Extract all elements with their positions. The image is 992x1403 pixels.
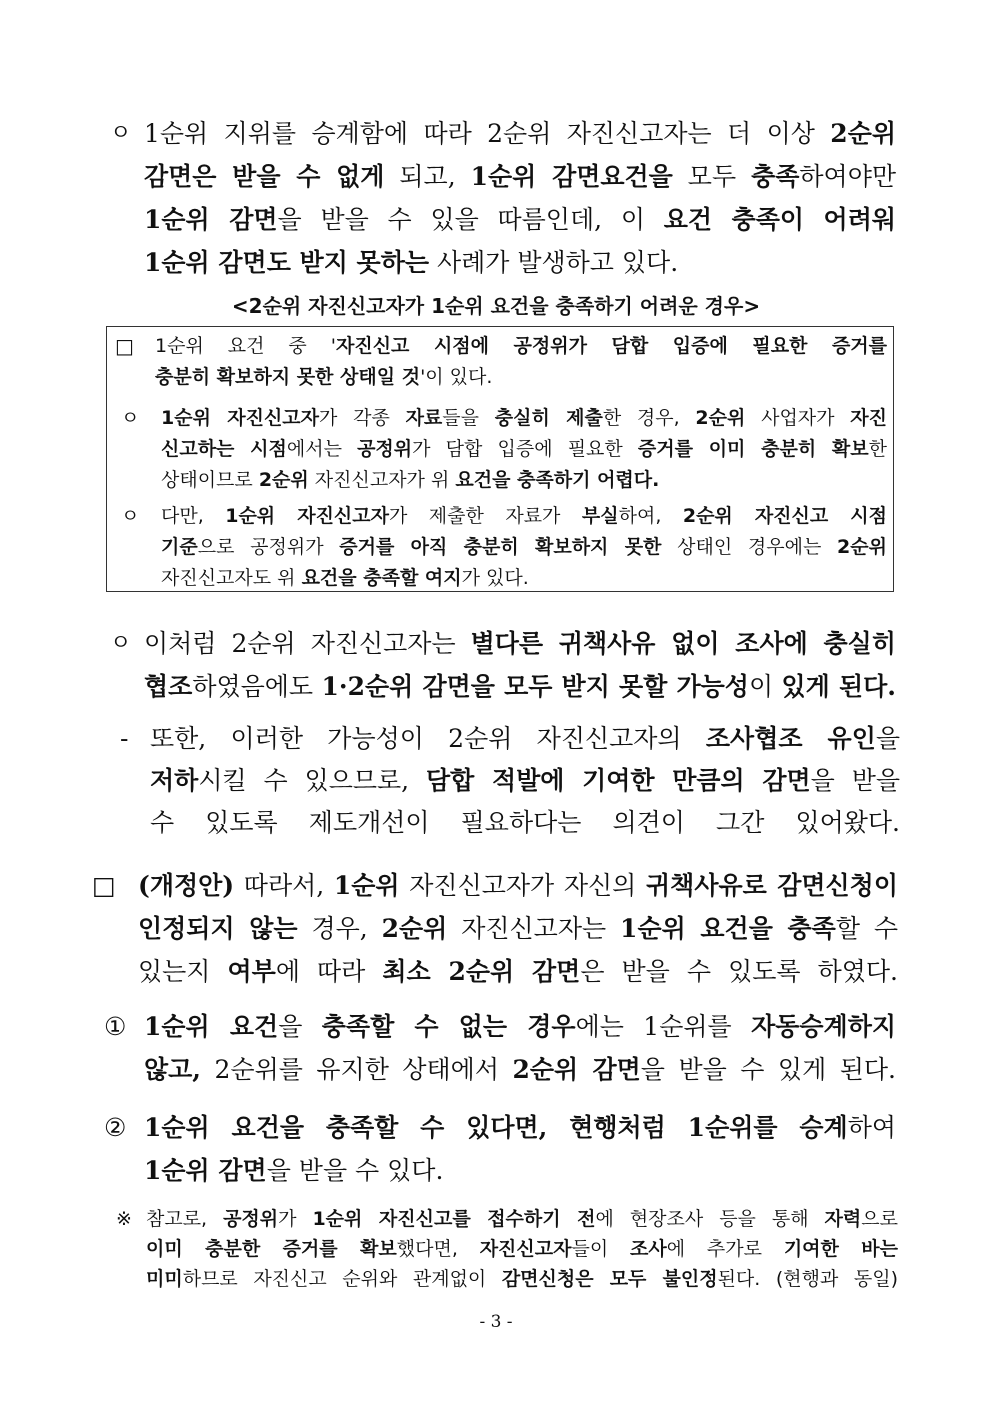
text-run: 또한, 이러한 가능성이 2순위 자진신고자의 (150, 724, 706, 753)
text-run: 을 받을 수 있게 된다. (640, 1055, 897, 1084)
text-line (144, 1149, 896, 1192)
text-run: 모두 (672, 162, 752, 191)
bold-text: 자진 (850, 407, 887, 429)
bold-text: 감면신청은 모두 불인정 (501, 1268, 718, 1290)
paragraph-body (138, 864, 898, 993)
text-run: 한 경우, (602, 407, 696, 429)
bold-text: 있게 된다. (781, 672, 896, 701)
text-run: 한 (868, 438, 887, 460)
text-line (161, 403, 887, 434)
bold-text: 충족 (751, 162, 800, 191)
text-run: 사례가 발생하고 있다. (429, 248, 679, 277)
text-line (150, 760, 900, 802)
text-run: 1순위 지위를 승계함에 따라 2순위 자진신고자는 더 이상 (144, 119, 831, 148)
text-line (144, 198, 896, 241)
text-run: 수 있도록 제도개선이 필요하다는 의견이 그간 있어왔다. (150, 808, 900, 837)
text-run: 했다면, (396, 1238, 480, 1260)
text-run: 따라서, (234, 871, 334, 900)
text-run: 은 받을 수 있도록 하였다. (580, 957, 898, 986)
text-run: 에 추가로 (666, 1238, 784, 1260)
paragraph-body (144, 622, 896, 708)
bold-text: 저하 (150, 766, 199, 795)
info-box (106, 326, 894, 592)
text-line (138, 907, 898, 950)
text-run: 사업자가 (745, 407, 851, 429)
paragraph-body (150, 718, 900, 844)
bullet-marker: ㅇ (110, 631, 132, 656)
bold-text: 1순위 자진신고자 (161, 407, 320, 429)
bold-text: 여부 (227, 957, 276, 986)
text-run: 들이 (571, 1238, 631, 1260)
bold-text: 요건을 충족할 여지 (301, 567, 462, 589)
bold-text: 2순위 (381, 914, 448, 943)
text-run: 하였음에도 (192, 672, 322, 701)
text-line (144, 155, 896, 198)
text-run: 을 받을 수 있다. (266, 1156, 444, 1185)
checkbox-marker: □ (115, 334, 134, 358)
bold-text: 공정위 (357, 438, 413, 460)
bold-text: 1순위 감면도 받지 못하는 (144, 248, 430, 277)
bold-text: 자료 (405, 407, 443, 429)
text-run: 이 (748, 672, 782, 701)
bold-text: 충실히 제출 (494, 407, 603, 429)
bold-text: 2순위 (695, 407, 746, 429)
text-run: 하여 (847, 1113, 896, 1142)
bold-text: 1순위 요건을 충족 (620, 914, 836, 943)
paragraph-body (161, 403, 887, 496)
text-run: 하여야만 (799, 162, 897, 191)
text-run: 하므로 자진신고 순위와 관계없이 (182, 1268, 502, 1290)
text-line (161, 563, 887, 594)
bold-text: 1·2순위 감면을 모두 받지 못할 가능성 (321, 672, 749, 701)
text-line (144, 1005, 896, 1048)
bold-text: 기준 (161, 536, 198, 558)
bold-text: 1순위 감면 (144, 205, 278, 234)
text-run: '이 있다. (420, 366, 493, 388)
bold-text: 협조 (144, 672, 193, 701)
text-line (144, 622, 896, 665)
bold-text: 자력 (824, 1208, 862, 1230)
text-line (150, 802, 900, 844)
bold-text: 1순위 감면요건을 (470, 162, 673, 191)
text-line (155, 331, 887, 362)
circled-number-1: ① (104, 1012, 127, 1041)
bold-text: 2순위 (837, 536, 887, 558)
text-line (146, 1234, 898, 1264)
text-run: 에 따라 (275, 957, 383, 986)
bold-text: 담합 적발에 기여한 만큼의 감면 (426, 766, 811, 795)
text-run: 되고, (384, 162, 471, 191)
bold-text: 미미 (146, 1268, 183, 1290)
bold-text: 기여한 바는 (783, 1238, 899, 1260)
bold-text: 별다른 귀책사유 없이 조사에 충실히 (470, 629, 896, 658)
text-line (161, 501, 887, 532)
bold-text: 1순위 자진신고를 접수하기 전 (312, 1208, 596, 1230)
bold-text: 이미 충분한 증거를 확보 (146, 1238, 397, 1260)
text-run: 가 담합 입증에 필요한 (412, 438, 638, 460)
checkbox-marker: □ (92, 871, 116, 900)
bold-text: 1순위 자진신고자 (225, 505, 389, 527)
text-run: 가 (278, 1208, 313, 1230)
text-line (146, 1204, 898, 1234)
text-run: 가 있다. (461, 567, 529, 589)
bold-text: 1순위 요건 (144, 1012, 279, 1041)
paragraph-body (155, 331, 887, 393)
bold-text: 2순위 자진신고 시점 (682, 505, 887, 527)
text-run: 가 제출한 자료가 (388, 505, 582, 527)
bold-text: 1순위 감면 (144, 1156, 267, 1185)
paragraph-body (161, 501, 887, 594)
text-run: 자진신고자는 (447, 914, 621, 943)
text-run: 할 수 (835, 914, 899, 943)
paragraph-body (144, 1005, 896, 1091)
bold-text: 요건을 충족하기 어렵다. (455, 469, 660, 491)
circled-number-2: ② (104, 1113, 127, 1142)
bold-text: 충족할 수 없는 경우 (321, 1012, 576, 1041)
text-line (161, 434, 887, 465)
bullet-marker: ㅇ (121, 407, 140, 429)
bold-text: 조사협조 유인 (705, 724, 876, 753)
text-line (144, 1048, 896, 1091)
text-run: 하여, (618, 505, 683, 527)
bullet-marker: ㅇ (121, 505, 140, 527)
text-run: 시킬 수 있으므로, (198, 766, 427, 795)
text-line (144, 665, 896, 708)
text-run: 있는지 (138, 957, 228, 986)
text-run: 1순위 요건 중 ' (155, 335, 336, 357)
text-run: 2순위를 유지한 상태에서 (201, 1055, 513, 1084)
note-marker: ※ (116, 1208, 132, 1230)
text-run: 자진신고자가 자신의 (399, 871, 647, 900)
text-run: 을 받을 (810, 766, 900, 795)
bold-text: 자진신고자 (479, 1238, 572, 1260)
text-line (150, 718, 900, 760)
bold-text: 2순위 감면 (512, 1055, 641, 1084)
text-run: 자진신고자도 위 (161, 567, 302, 589)
bold-text: 2순위 (258, 469, 309, 491)
text-run: 상태인 경우에는 (661, 536, 838, 558)
bullet-marker: ㅇ (110, 121, 132, 146)
text-line (155, 362, 887, 393)
bold-text: 증거를 아직 충분히 확보하지 못한 (339, 536, 662, 558)
text-line (144, 1106, 896, 1149)
text-run: 을 (875, 724, 900, 753)
text-line (144, 241, 896, 284)
text-run: 에는 1순위를 (575, 1012, 752, 1041)
bold-text: 요건 충족이 어려워 (663, 205, 897, 234)
text-run: 경우, (297, 914, 382, 943)
text-run: 참고로, (146, 1208, 224, 1230)
bold-text: 부실 (581, 505, 619, 527)
text-line (138, 950, 898, 993)
bold-text: 최소 2순위 감면 (382, 957, 581, 986)
page-number: - 3 - (479, 1312, 513, 1332)
text-run: 에서는 (286, 438, 358, 460)
text-line (161, 532, 887, 563)
bold-text: 1순위 (333, 871, 400, 900)
paragraph-body (144, 112, 896, 284)
bold-text: 2순위 (830, 119, 896, 148)
text-run: 된다. (현행과 동일) (717, 1268, 898, 1290)
text-run: 으로 (861, 1208, 898, 1230)
paragraph-body (146, 1204, 898, 1294)
paragraph-body (144, 1106, 896, 1192)
text-run: 다만, (161, 505, 226, 527)
bold-text: 공정위 (223, 1208, 279, 1230)
bold-text: 자동승계하지 (751, 1012, 896, 1041)
text-run: 이처럼 2순위 자진신고자는 (144, 629, 471, 658)
bold-text: 증거를 이미 충분히 확보 (637, 438, 869, 460)
text-line (146, 1264, 898, 1294)
text-run: 들을 (442, 407, 495, 429)
text-run: 에 현장조사 등을 통해 (595, 1208, 825, 1230)
bold-text: 1순위 요건을 충족할 수 있다면, 현행처럼 1순위를 승계 (144, 1113, 848, 1142)
bold-text: 자진신고 시점에 공정위가 담합 입증에 필요한 증거를 (335, 335, 888, 357)
bold-text: 충분히 확보하지 못한 상태일 것 (155, 366, 421, 388)
bold-text: 귀책사유로 감면신청이 (646, 871, 898, 900)
dash-marker: - (120, 724, 129, 753)
text-line (144, 112, 896, 155)
text-run: 을 받을 수 있을 따름인데, 이 (277, 205, 664, 234)
bold-text: 신고하는 시점 (161, 438, 287, 460)
text-run: 자진신고자가 위 (308, 469, 456, 491)
text-line (138, 864, 898, 907)
text-run: 으로 공정위가 (197, 536, 340, 558)
bold-text: 인정되지 않는 (138, 914, 298, 943)
text-run: 가 각종 (319, 407, 406, 429)
bold-text: (개정안) (138, 871, 235, 900)
bold-text: 감면은 받을 수 없게 (144, 162, 385, 191)
text-run: 을 (278, 1012, 322, 1041)
text-line (161, 465, 887, 496)
bold-text: 않고, (144, 1055, 202, 1084)
text-run: 상태이므로 (161, 469, 259, 491)
box-title: <2순위 자진신고자가 1순위 요건을 충족하기 어려운 경우> (231, 294, 761, 318)
bold-text: 조사 (630, 1238, 667, 1260)
